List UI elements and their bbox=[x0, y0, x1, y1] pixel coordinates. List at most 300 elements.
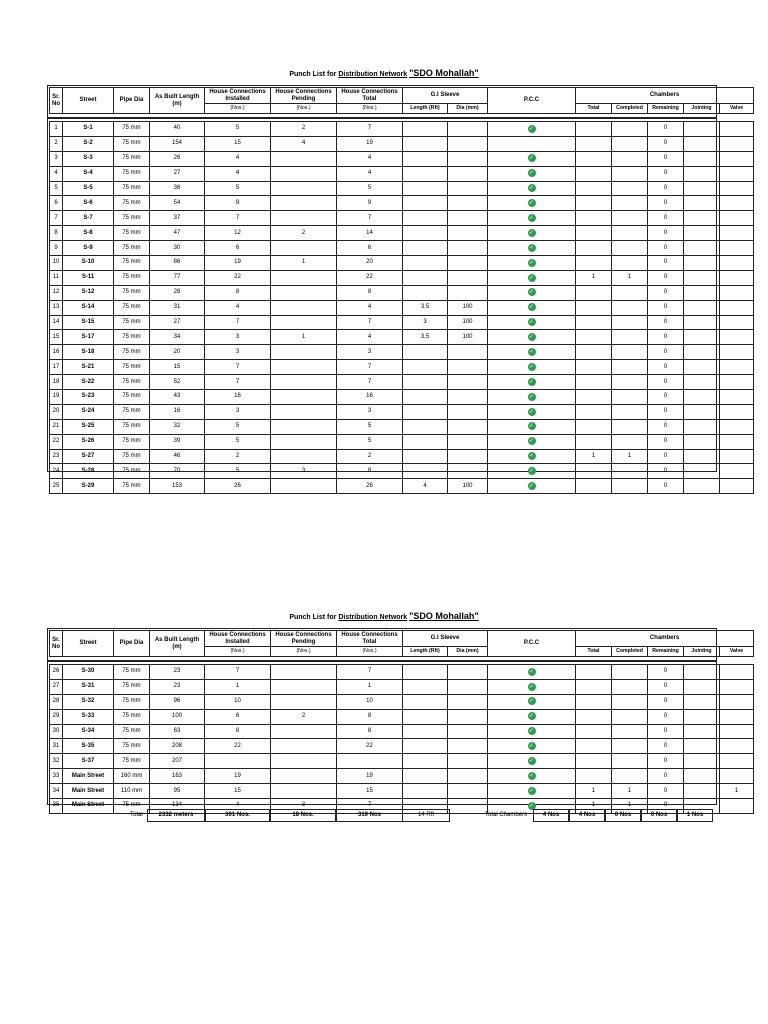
check-circle-icon: ✓ bbox=[528, 334, 535, 341]
table-cell bbox=[612, 181, 648, 196]
total-ch-valve: 1 Nos bbox=[677, 809, 713, 822]
check-circle-icon: ✓ bbox=[528, 185, 535, 192]
total-ch-remaining: 0 Nos bbox=[605, 809, 641, 822]
table-cell: 4 bbox=[403, 479, 448, 494]
table-row bbox=[50, 300, 754, 315]
table-cell: 10 bbox=[337, 694, 403, 709]
table-cell: 0 bbox=[648, 315, 684, 330]
pipe-dia-header: Pipe Dia bbox=[114, 631, 150, 657]
table-cell bbox=[448, 256, 488, 271]
table-cell: S-31 bbox=[63, 679, 114, 694]
check-circle-icon: ✓ bbox=[528, 453, 535, 460]
table-cell: 4 bbox=[337, 300, 403, 315]
table-cell: 20 bbox=[150, 345, 205, 360]
table-cell bbox=[271, 241, 337, 256]
table-cell: 5 bbox=[337, 434, 403, 449]
table-cell bbox=[684, 694, 720, 709]
table-cell bbox=[576, 166, 612, 181]
hc-total-header: House Connections Total bbox=[337, 631, 403, 647]
table-cell bbox=[576, 709, 612, 724]
table-cell: 95 bbox=[150, 784, 205, 799]
unit-label: (Nos.) bbox=[337, 647, 403, 657]
table-cell: 75 mm bbox=[114, 679, 150, 694]
sr-no-header: Sr. No bbox=[50, 631, 63, 657]
table-cell: 28 bbox=[50, 694, 63, 709]
table-cell: S-5 bbox=[63, 181, 114, 196]
as-built-header: As Built Length (m) bbox=[150, 631, 205, 657]
table-cell: S-33 bbox=[63, 709, 114, 724]
pcc-cell bbox=[488, 665, 576, 680]
table-cell bbox=[448, 419, 488, 434]
table-row bbox=[50, 739, 754, 754]
table-cell bbox=[448, 404, 488, 419]
ch-total-header: Total bbox=[576, 104, 612, 114]
table-cell: 21 bbox=[50, 419, 63, 434]
table-cell: 75 mm bbox=[114, 724, 150, 739]
table-cell: 27 bbox=[150, 315, 205, 330]
check-circle-icon: ✓ bbox=[528, 438, 535, 445]
table-cell: 16 bbox=[150, 404, 205, 419]
check-circle-icon: ✓ bbox=[528, 758, 535, 764]
table-cell: 75 mm bbox=[114, 136, 150, 151]
table-row bbox=[50, 449, 754, 464]
table-cell: S-23 bbox=[63, 390, 114, 405]
chambers-header: Chambers bbox=[576, 631, 754, 647]
table-cell: 8 bbox=[337, 285, 403, 300]
table-cell bbox=[403, 694, 448, 709]
check-circle-icon: ✓ bbox=[528, 802, 535, 809]
table-cell: 27 bbox=[150, 166, 205, 181]
table-cell: 0 bbox=[648, 404, 684, 419]
table-cell bbox=[448, 390, 488, 405]
table-cell bbox=[448, 799, 488, 814]
check-circle-icon: ✓ bbox=[528, 683, 535, 690]
table-cell: 16 bbox=[205, 390, 271, 405]
table-row bbox=[50, 181, 754, 196]
gi-length-header: Length (Rft) bbox=[403, 104, 448, 114]
table-cell: 46 bbox=[150, 449, 205, 464]
table-cell: S-10 bbox=[63, 256, 114, 271]
table-row bbox=[50, 270, 754, 285]
table-cell bbox=[720, 390, 754, 405]
table-cell bbox=[720, 799, 754, 814]
table-cell: S-14 bbox=[63, 300, 114, 315]
table-cell bbox=[720, 136, 754, 151]
hc-pending-header: House Connections Pending bbox=[271, 88, 337, 104]
table-cell bbox=[403, 285, 448, 300]
table-cell bbox=[337, 754, 403, 769]
table-cell: 0 bbox=[648, 769, 684, 784]
table-cell: 1 bbox=[576, 270, 612, 285]
gi-sleeve-header: G.I Sleeve bbox=[403, 631, 488, 647]
table-cell: 35 bbox=[50, 799, 63, 814]
table-cell bbox=[448, 151, 488, 166]
table-cell bbox=[684, 404, 720, 419]
table-cell: 7 bbox=[205, 360, 271, 375]
table-cell: 0 bbox=[648, 122, 684, 137]
table-cell: 0 bbox=[648, 449, 684, 464]
table-cell: 4 bbox=[337, 330, 403, 345]
table-cell: 34 bbox=[50, 784, 63, 799]
table-cell bbox=[576, 434, 612, 449]
table-cell: 22 bbox=[337, 270, 403, 285]
table-cell bbox=[576, 375, 612, 390]
table-cell: 0 bbox=[648, 300, 684, 315]
table-cell bbox=[448, 724, 488, 739]
table-cell: 26 bbox=[205, 479, 271, 494]
table-cell bbox=[720, 285, 754, 300]
title-name: "SDO Mohallah" bbox=[409, 611, 479, 621]
table-cell bbox=[684, 769, 720, 784]
table-cell bbox=[684, 136, 720, 151]
table-cell: 3 bbox=[403, 315, 448, 330]
table-cell: 100 bbox=[448, 300, 488, 315]
table-cell: 0 bbox=[648, 360, 684, 375]
table-cell bbox=[576, 464, 612, 479]
table-cell: S-35 bbox=[63, 739, 114, 754]
table-cell bbox=[684, 256, 720, 271]
table-cell: 0 bbox=[648, 754, 684, 769]
chambers-header: Chambers bbox=[576, 88, 754, 104]
table-cell: 19 bbox=[337, 769, 403, 784]
table-cell bbox=[576, 754, 612, 769]
check-circle-icon: ✓ bbox=[528, 423, 535, 430]
table-cell bbox=[403, 390, 448, 405]
table-cell: 75 mm bbox=[114, 404, 150, 419]
table-cell bbox=[720, 300, 754, 315]
table-cell: 0 bbox=[648, 390, 684, 405]
table-cell: 33 bbox=[50, 769, 63, 784]
sr-no-header: Sr. No bbox=[50, 88, 63, 114]
table-cell: 23 bbox=[50, 449, 63, 464]
table-cell: 1 bbox=[205, 679, 271, 694]
table-cell: 0 bbox=[648, 479, 684, 494]
sheet2-title bbox=[0, 611, 768, 621]
table-cell: 9 bbox=[205, 196, 271, 211]
table-cell: 7 bbox=[205, 315, 271, 330]
table-cell: 4 bbox=[205, 151, 271, 166]
pcc-cell bbox=[488, 122, 576, 137]
total-connections: 319 Nos bbox=[336, 809, 403, 822]
pcc-cell bbox=[488, 479, 576, 494]
table-cell bbox=[576, 300, 612, 315]
table-cell bbox=[271, 754, 337, 769]
table-cell bbox=[403, 345, 448, 360]
table-row bbox=[50, 256, 754, 271]
table-row bbox=[50, 211, 754, 226]
table-cell bbox=[612, 345, 648, 360]
table-cell bbox=[448, 196, 488, 211]
table-cell: 3 bbox=[205, 404, 271, 419]
table-cell bbox=[448, 241, 488, 256]
table-cell bbox=[403, 434, 448, 449]
table-row bbox=[50, 285, 754, 300]
data-table-1 bbox=[49, 121, 754, 494]
table-cell bbox=[720, 226, 754, 241]
table-cell bbox=[684, 330, 720, 345]
check-circle-icon: ✓ bbox=[528, 170, 535, 177]
table-cell: 0 bbox=[648, 196, 684, 211]
table-cell bbox=[720, 181, 754, 196]
ch-jointing-header: Jointing bbox=[684, 104, 720, 114]
table-cell bbox=[612, 434, 648, 449]
table-cell: 75 mm bbox=[114, 345, 150, 360]
table-cell bbox=[720, 360, 754, 375]
table-row bbox=[50, 226, 754, 241]
pcc-cell bbox=[488, 330, 576, 345]
table-cell: 4 bbox=[337, 151, 403, 166]
table-cell bbox=[403, 256, 448, 271]
ch-valve-header: Valve bbox=[720, 647, 754, 657]
table-cell: 28 bbox=[150, 285, 205, 300]
check-circle-icon: ✓ bbox=[528, 713, 535, 720]
table-cell bbox=[612, 479, 648, 494]
table-cell: 2 bbox=[271, 226, 337, 241]
table-cell bbox=[403, 166, 448, 181]
table-row bbox=[50, 754, 754, 769]
table-cell bbox=[684, 315, 720, 330]
table-cell bbox=[720, 345, 754, 360]
table-cell: 0 bbox=[648, 694, 684, 709]
table-cell: 0 bbox=[648, 166, 684, 181]
table-cell bbox=[403, 404, 448, 419]
table-cell bbox=[612, 694, 648, 709]
pcc-cell bbox=[488, 181, 576, 196]
unit-label: (Nos.) bbox=[205, 647, 271, 657]
table-cell: 6 bbox=[50, 196, 63, 211]
table-cell: 17 bbox=[50, 360, 63, 375]
check-circle-icon: ✓ bbox=[528, 229, 535, 236]
table-cell: 75 mm bbox=[114, 709, 150, 724]
table-cell: S-34 bbox=[63, 724, 114, 739]
table-cell: 6 bbox=[205, 241, 271, 256]
table-cell: 20 bbox=[50, 404, 63, 419]
check-circle-icon: ✓ bbox=[528, 483, 535, 490]
table-cell bbox=[720, 464, 754, 479]
table-cell: 100 bbox=[448, 479, 488, 494]
table-cell: 26 bbox=[50, 665, 63, 680]
table-cell bbox=[612, 166, 648, 181]
table-cell bbox=[448, 226, 488, 241]
table-cell: 19 bbox=[205, 769, 271, 784]
table-cell bbox=[403, 270, 448, 285]
pcc-cell bbox=[488, 151, 576, 166]
table-cell bbox=[720, 211, 754, 226]
check-circle-icon: ✓ bbox=[528, 289, 535, 296]
total-ch-jointing: 0 Nos bbox=[641, 809, 677, 822]
table-cell: 7 bbox=[50, 211, 63, 226]
table-row bbox=[50, 404, 754, 419]
table-cell bbox=[403, 784, 448, 799]
pcc-header: P.C.C bbox=[488, 88, 576, 114]
table-cell bbox=[576, 479, 612, 494]
table-cell: 75 mm bbox=[114, 285, 150, 300]
table-cell: 75 mm bbox=[114, 315, 150, 330]
table-cell bbox=[403, 724, 448, 739]
table-cell: 1 bbox=[612, 449, 648, 464]
table-cell: 2 bbox=[271, 122, 337, 137]
table-cell: 86 bbox=[150, 256, 205, 271]
table-cell bbox=[448, 375, 488, 390]
check-circle-icon: ✓ bbox=[528, 698, 535, 705]
table-cell bbox=[271, 784, 337, 799]
table-cell: 75 mm bbox=[114, 464, 150, 479]
table-cell: S-26 bbox=[63, 434, 114, 449]
table-cell bbox=[576, 739, 612, 754]
table-cell bbox=[612, 256, 648, 271]
table-cell bbox=[205, 754, 271, 769]
table-cell bbox=[271, 724, 337, 739]
table-cell bbox=[271, 166, 337, 181]
table-row bbox=[50, 196, 754, 211]
table-cell: 34 bbox=[150, 330, 205, 345]
pcc-cell bbox=[488, 196, 576, 211]
table-cell bbox=[448, 360, 488, 375]
table-cell: 5 bbox=[50, 181, 63, 196]
check-circle-icon: ✓ bbox=[528, 244, 535, 251]
table-row bbox=[50, 665, 754, 680]
table-cell: 1 bbox=[576, 799, 612, 814]
table-cell: S-25 bbox=[63, 419, 114, 434]
table-cell: 5 bbox=[205, 434, 271, 449]
pcc-cell bbox=[488, 166, 576, 181]
ch-remaining-header: Remaining bbox=[648, 647, 684, 657]
title-prefix: Punch List for bbox=[289, 71, 337, 78]
table-cell bbox=[612, 739, 648, 754]
table-cell: 3.5 bbox=[403, 300, 448, 315]
table-cell bbox=[576, 285, 612, 300]
pcc-cell bbox=[488, 241, 576, 256]
table-cell: 75 mm bbox=[114, 799, 150, 814]
table-cell: 0 bbox=[648, 665, 684, 680]
data-table-2 bbox=[49, 664, 754, 814]
check-circle-icon: ✓ bbox=[528, 668, 535, 675]
table-cell: 96 bbox=[150, 694, 205, 709]
table-cell: 22 bbox=[205, 739, 271, 754]
table-cell: S-30 bbox=[63, 665, 114, 680]
table-cell: 75 mm bbox=[114, 122, 150, 137]
table-cell: 7 bbox=[337, 799, 403, 814]
table-cell: 77 bbox=[150, 270, 205, 285]
table-cell: 4 bbox=[271, 136, 337, 151]
table-cell bbox=[403, 136, 448, 151]
check-circle-icon: ✓ bbox=[528, 304, 535, 311]
table-cell bbox=[684, 196, 720, 211]
table-cell bbox=[576, 769, 612, 784]
table-cell bbox=[448, 754, 488, 769]
table-cell: 6 bbox=[337, 241, 403, 256]
table-cell: 4 bbox=[205, 166, 271, 181]
table-cell: S-37 bbox=[63, 754, 114, 769]
table-cell: S-12 bbox=[63, 285, 114, 300]
table-cell bbox=[720, 665, 754, 680]
table-cell bbox=[576, 390, 612, 405]
unit-label: (Nos.) bbox=[337, 104, 403, 114]
table-cell: 52 bbox=[150, 375, 205, 390]
table-cell: S-27 bbox=[63, 449, 114, 464]
pcc-cell bbox=[488, 256, 576, 271]
table-row bbox=[50, 694, 754, 709]
table-cell: 26 bbox=[150, 151, 205, 166]
table-cell: 3 bbox=[337, 345, 403, 360]
table-cell: 163 bbox=[150, 769, 205, 784]
table-cell: 5 bbox=[205, 419, 271, 434]
table-cell: 5 bbox=[337, 181, 403, 196]
table-cell: 15 bbox=[50, 330, 63, 345]
table-cell: 2 bbox=[205, 449, 271, 464]
table-cell: 0 bbox=[648, 241, 684, 256]
title-link: Distribution Network bbox=[338, 71, 408, 78]
table-cell bbox=[576, 211, 612, 226]
as-built-header: As Built Length (m) bbox=[150, 88, 205, 114]
table-cell: 26 bbox=[337, 479, 403, 494]
table-cell: 75 mm bbox=[114, 390, 150, 405]
table-row bbox=[50, 464, 754, 479]
table-cell: S-24 bbox=[63, 404, 114, 419]
table-cell: 153 bbox=[150, 479, 205, 494]
title-prefix: Punch List for bbox=[289, 614, 337, 621]
table-cell bbox=[576, 330, 612, 345]
table-cell bbox=[684, 709, 720, 724]
pcc-cell bbox=[488, 270, 576, 285]
table-cell: S-7 bbox=[63, 211, 114, 226]
table-cell: 75 mm bbox=[114, 375, 150, 390]
table-cell: 5 bbox=[337, 419, 403, 434]
table-cell: 75 mm bbox=[114, 754, 150, 769]
table-cell: 15 bbox=[150, 360, 205, 375]
table-cell: 0 bbox=[648, 211, 684, 226]
table-cell: 16 bbox=[337, 390, 403, 405]
table-cell bbox=[403, 122, 448, 137]
table-row bbox=[50, 709, 754, 724]
table-cell bbox=[720, 419, 754, 434]
pcc-cell bbox=[488, 449, 576, 464]
table-cell: 75 mm bbox=[114, 665, 150, 680]
table-cell: S-3 bbox=[63, 151, 114, 166]
table-cell: 47 bbox=[150, 226, 205, 241]
table-cell bbox=[576, 151, 612, 166]
table-cell: 4 bbox=[205, 300, 271, 315]
table-cell bbox=[612, 709, 648, 724]
table-cell: 7 bbox=[205, 375, 271, 390]
table-cell bbox=[271, 211, 337, 226]
table-cell: 75 mm bbox=[114, 419, 150, 434]
pcc-cell bbox=[488, 724, 576, 739]
table-cell: 0 bbox=[648, 256, 684, 271]
pcc-cell bbox=[488, 404, 576, 419]
table-cell bbox=[720, 679, 754, 694]
table-cell: S-15 bbox=[63, 315, 114, 330]
table-cell: 75 mm bbox=[114, 434, 150, 449]
check-circle-icon: ✓ bbox=[528, 274, 535, 281]
table-cell: S-8 bbox=[63, 226, 114, 241]
table-cell: 75 mm bbox=[114, 241, 150, 256]
table-cell: 0 bbox=[648, 375, 684, 390]
table-cell: S-1 bbox=[63, 122, 114, 137]
pcc-cell bbox=[488, 315, 576, 330]
table-cell: 0 bbox=[648, 151, 684, 166]
total-chambers-label: Total Chambers bbox=[485, 812, 528, 818]
table-cell: 2 bbox=[271, 709, 337, 724]
table-cell bbox=[720, 270, 754, 285]
table-cell bbox=[612, 679, 648, 694]
table-cell: S-6 bbox=[63, 196, 114, 211]
header-table-2 bbox=[49, 630, 754, 657]
table-cell bbox=[720, 724, 754, 739]
table-cell: 36 bbox=[150, 181, 205, 196]
ch-valve-header: Valve bbox=[720, 104, 754, 114]
table-cell: 2 bbox=[337, 449, 403, 464]
